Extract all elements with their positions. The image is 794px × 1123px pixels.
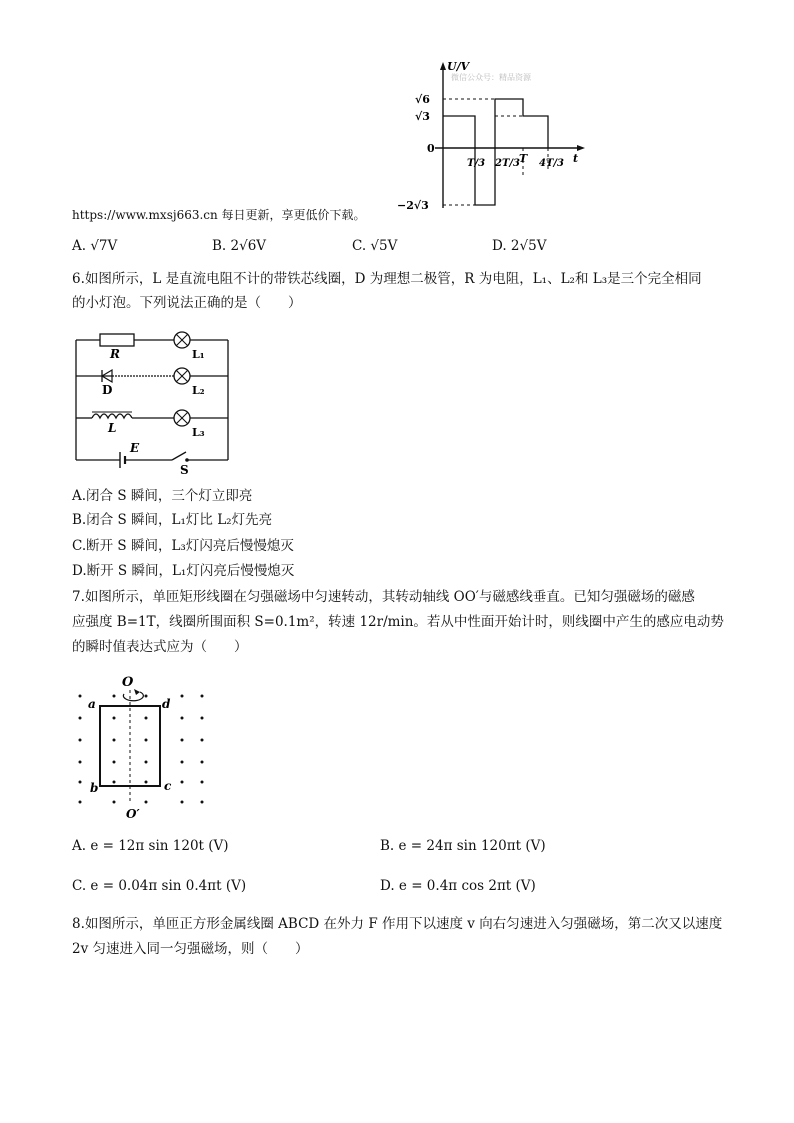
- q7-option-d: D. e = 0.4π cos 2πt (V): [380, 878, 536, 894]
- field-dot: [79, 695, 82, 698]
- field-dot: [181, 761, 184, 764]
- x-tick-T: T: [519, 152, 528, 165]
- field-dot: [113, 761, 116, 764]
- q5-option-a: A. √7V: [72, 238, 118, 254]
- field-dot: [201, 801, 204, 804]
- q5-option-d: D. 2√5V: [492, 238, 547, 254]
- field-dot: [79, 761, 82, 764]
- q7-stem-line2: 应强度 B=1T，线圈所围面积 S=0.1m²，转速 12r/min。若从中性面开始计时，则线圈中产生的感应电动势: [72, 614, 724, 630]
- q7-option-c: C. e = 0.04π sin 0.4πt (V): [72, 878, 247, 894]
- y-axis-label: U/V: [447, 60, 470, 73]
- inductor-label: L: [108, 421, 117, 435]
- field-dot: [113, 717, 116, 720]
- q8-stem-line2: 2v 匀速进入同一匀强磁场，则（ ）: [72, 941, 309, 957]
- field-dot: [113, 801, 116, 804]
- q6-circuit-diagram: [68, 328, 248, 476]
- field-dot: [201, 739, 204, 742]
- y-tick-sqrt3: √3: [415, 110, 430, 123]
- field-dot: [201, 717, 204, 720]
- x-tick-T3: T/3: [467, 158, 486, 169]
- x-tick-2T3: 2T/3: [495, 158, 521, 169]
- switch-label: S: [180, 463, 189, 476]
- field-dot: [181, 717, 184, 720]
- voltage-time-graph: [395, 58, 595, 218]
- q7-option-b: B. e = 24π sin 120πt (V): [380, 838, 546, 854]
- corner-label-c: c: [164, 779, 172, 793]
- resistor-label: R: [110, 347, 120, 361]
- field-dot: [113, 695, 116, 698]
- q6-option-b: B.闭合 S 瞬间，L₁灯比 L₂灯先亮: [72, 512, 273, 528]
- y-tick-zero: 0: [427, 142, 435, 155]
- field-dot: [145, 695, 148, 698]
- field-dot: [79, 801, 82, 804]
- q7-coil-diagram: [70, 668, 220, 820]
- field-dot: [181, 695, 184, 698]
- corner-label-a: a: [88, 697, 96, 711]
- battery-label: E: [130, 441, 140, 455]
- q6-option-a: A.闭合 S 瞬间，三个灯立即亮: [72, 488, 253, 504]
- field-dot: [113, 739, 116, 742]
- field-dot: [181, 781, 184, 784]
- lamp-l2-label: L₂: [192, 384, 205, 397]
- q8-stem-line1: 8.如图所示，单匝正方形金属线圈 ABCD 在外力 F 作用下以速度 v 向右匀速进入匀强磁场，第二次又以速度: [72, 916, 723, 932]
- field-dot: [201, 695, 204, 698]
- field-dot: [145, 781, 148, 784]
- q6-stem-line2: 的小灯泡。下列说法正确的是（ ）: [72, 295, 302, 311]
- field-dot: [181, 739, 184, 742]
- y-tick-neg-2sqrt3: −2√3: [397, 199, 429, 212]
- field-dot: [113, 781, 116, 784]
- field-dot: [79, 781, 82, 784]
- website-line: https://www.mxsj663.cn 每日更新，享更低价下载。: [72, 208, 366, 222]
- field-dot: [181, 801, 184, 804]
- q7-stem-line3: 的瞬时值表达式应为（ ）: [72, 639, 248, 655]
- axis-label-o-prime: O′: [126, 807, 140, 820]
- q6-option-c: C.断开 S 瞬间，L₃灯闪亮后慢慢熄灭: [72, 538, 294, 554]
- field-dot: [201, 781, 204, 784]
- q7-option-a: A. e = 12π sin 120t (V): [72, 838, 229, 854]
- x-axis-label: t: [573, 152, 579, 165]
- lamp-l1-label: L₁: [192, 348, 205, 361]
- q5-option-b: B. 2√6V: [212, 238, 267, 254]
- corner-label-d: d: [162, 697, 171, 711]
- x-tick-4T3: 4T/3: [539, 158, 565, 169]
- field-dot: [145, 717, 148, 720]
- field-dot: [201, 761, 204, 764]
- lamp-l3-label: L₃: [192, 426, 205, 439]
- field-dot: [79, 739, 82, 742]
- y-tick-sqrt6: √6: [415, 93, 430, 106]
- field-dot: [145, 801, 148, 804]
- graph-watermark: 微信公众号：精品资源: [451, 73, 531, 82]
- diode-label: D: [102, 383, 113, 397]
- axis-label-o: O: [122, 675, 134, 690]
- q6-option-d: D.断开 S 瞬间，L₁灯闪亮后慢慢熄灭: [72, 563, 295, 579]
- q5-option-c: C. √5V: [352, 238, 398, 254]
- corner-label-b: b: [90, 781, 99, 795]
- field-dot: [145, 739, 148, 742]
- q7-stem-line1: 7.如图所示，单匝矩形线圈在匀强磁场中匀速转动，其转动轴线 OO′与磁感线垂直。已知匀强磁场的磁感: [72, 589, 695, 605]
- q6-stem-line1: 6.如图所示，L 是直流电阻不计的带铁芯线圈，D 为理想二极管，R 为电阻，L₁、L₂和 L₃是三个完全相同: [72, 271, 702, 287]
- field-dot: [79, 717, 82, 720]
- field-dot: [145, 761, 148, 764]
